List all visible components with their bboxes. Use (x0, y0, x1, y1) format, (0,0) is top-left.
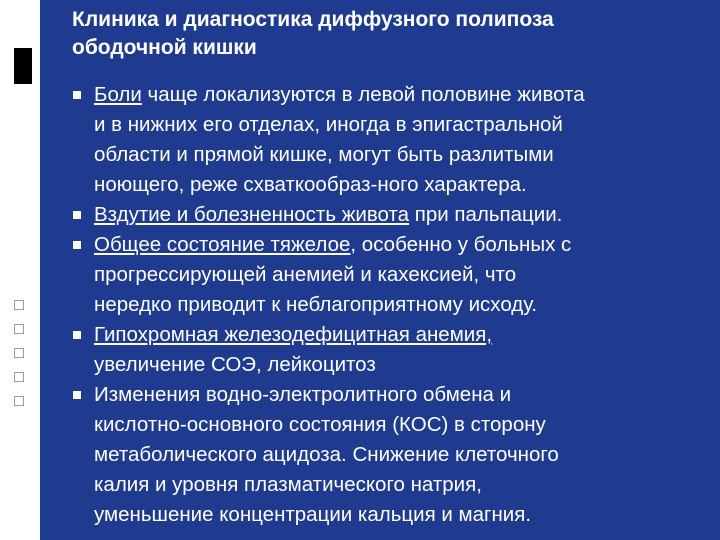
bullet-line: Гипохромная железодефицитная анемия, (94, 323, 493, 346)
bullet-item (72, 80, 712, 200)
bullet-item (72, 200, 712, 230)
title-line: ободочной кишки (72, 36, 257, 59)
title-line: Клиника и диагностика диффузного полипоза (72, 8, 554, 31)
bullet-line: прогрессирующей анемией и кахексией, что (94, 263, 517, 286)
decor-bar (14, 48, 32, 84)
square-bullet-icon (73, 91, 81, 99)
bullet-list (72, 80, 712, 530)
bullet-line: метаболического ацидоза. Снижение клеточного (94, 443, 559, 466)
decor-square (14, 324, 24, 334)
bullet-item (72, 320, 712, 380)
slide-title (72, 6, 692, 62)
bullet-line: Изменения водно-электролитного обмена и (94, 383, 512, 406)
bullet-line: увеличение СОЭ, лейкоцитоз (94, 353, 376, 376)
bullet-line: Общее состояние тяжелое, особенно у больных с (94, 233, 572, 256)
decorative-strip (0, 0, 40, 540)
square-bullet-icon (73, 391, 81, 399)
decor-square (14, 300, 24, 310)
square-bullet-icon (73, 241, 81, 249)
bullet-line: ноющего, реже схваткообраз-ного характера. (94, 173, 527, 196)
decor-square (14, 348, 24, 358)
bullet-item (72, 230, 712, 320)
decor-square (14, 396, 24, 406)
bullet-line: и в нижних его отделах, иногда в эпигастральной (94, 113, 563, 136)
bullet-item (72, 380, 712, 530)
bullet-line: уменьшение концентрации кальция и магния. (94, 503, 532, 526)
bullet-line: Боли чаще локализуются в левой половине живота (94, 83, 585, 106)
square-bullet-icon (73, 211, 81, 219)
bullet-line: области и прямой кишке, могут быть разлитыми (94, 143, 554, 166)
decor-square (14, 372, 24, 382)
bullet-line: кислотно-основного состояния (КОС) в сторону (94, 413, 546, 436)
bullet-line: Вздутие и болезненность живота при пальпации. (94, 203, 563, 226)
square-bullet-icon (73, 331, 81, 339)
bullet-line: нередко приводит к неблагоприятному исходу. (94, 293, 538, 316)
bullet-line: калия и уровня плазматического натрия, (94, 473, 482, 496)
